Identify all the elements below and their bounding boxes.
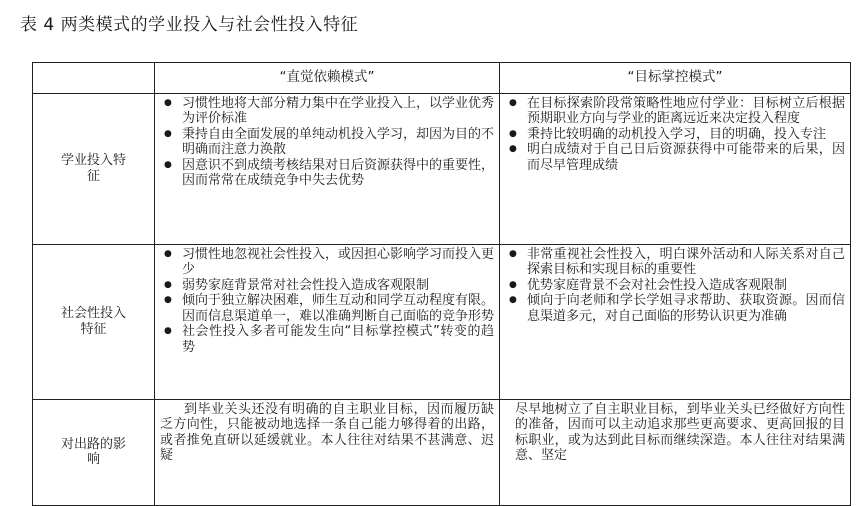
list-item: ● 因意识不到成绩考核结果对日后资源获得中的重要性，因而常常在成绩竞争中失去优势	[160, 158, 494, 189]
row-label-academic: 学业投入特征	[33, 93, 155, 244]
list-item: ● 弱势家庭背景常对社会性投入造成客观限制	[160, 278, 494, 294]
cell-outcome-intuition	[155, 399, 500, 505]
comparison-table	[32, 62, 851, 506]
row-label-outcome: 对出路的影响	[33, 399, 155, 505]
table-row-academic	[33, 93, 851, 244]
list-item: ● 非常重视社会性投入，明白课外活动和人际关系对自己探索目标和实现目标的重要性	[505, 247, 845, 278]
cell-outcome-goal	[500, 399, 851, 505]
list-item: ● 在目标探索阶段常策略性地应付学业：目标树立后根据预期职业方向与学业的距离远近来决定投入程度	[505, 96, 845, 127]
list-item: ● 倾向于独立解决困难，师生互动和同学互动程度有限。因而信息渠道单一，难以准确判断自己面临的竞争形势	[160, 293, 494, 324]
table-row-social	[33, 244, 851, 399]
list-item: ● 社会性投入多者可能发生向“目标掌控模式”转变的趋势	[160, 324, 494, 355]
list-item: ● 秉持自由全面发展的单纯动机投入学习，却因为目的不明确而注意力涣散	[160, 127, 494, 158]
outcome-text: 到毕业关头还没有明确的自主职业目标，因而履历缺乏方向性，只能被动地选择一条自己能力够得着的出路，或者推免直研以延缓就业。本人往往对结果不甚满意、迟疑	[160, 401, 494, 463]
list-item: ● 倾向于向老师和学长学姐寻求帮助、获取资源。因而信息渠道多元，对自己面临的形势认识更为准确	[505, 293, 845, 324]
cell-social-intuition	[155, 244, 500, 399]
list-item: ● 明白成绩对于自己日后资源获得中可能带来的后果，因而尽早管理成绩	[505, 142, 845, 173]
cell-academic-intuition	[155, 93, 500, 244]
header-goal-mode: “目标掌控模式”	[500, 63, 851, 94]
list-item: ● 优势家庭背景不会对社会性投入造成客观限制	[505, 278, 845, 294]
table-caption: 表 4 两类模式的学业投入与社会性投入特征	[20, 15, 359, 35]
cell-social-goal	[500, 244, 851, 399]
cell-academic-goal	[500, 93, 851, 244]
table-row-outcome	[33, 399, 851, 505]
outcome-text: 尽早地树立了自主职业目标，到毕业关头已经做好方向性的准备，因而可以主动追求那些更高要求、更高回报的目标职业，或为达到此目标而继续深造。本人往往对结果满意、坚定	[515, 401, 845, 463]
header-empty	[33, 63, 155, 94]
list-item: ● 习惯性地忽视社会性投入，或因担心影响学习而投入更少	[160, 247, 494, 278]
header-intuition-mode: “直觉依赖模式”	[155, 63, 500, 94]
row-label-social: 社会性投入特征	[33, 244, 155, 399]
list-item: ● 习惯性地将大部分精力集中在学业投入上，以学业优秀为评价标准	[160, 96, 494, 127]
table-header-row	[33, 63, 851, 94]
list-item: ● 秉持比较明确的动机投入学习，目的明确，投入专注	[505, 127, 845, 143]
